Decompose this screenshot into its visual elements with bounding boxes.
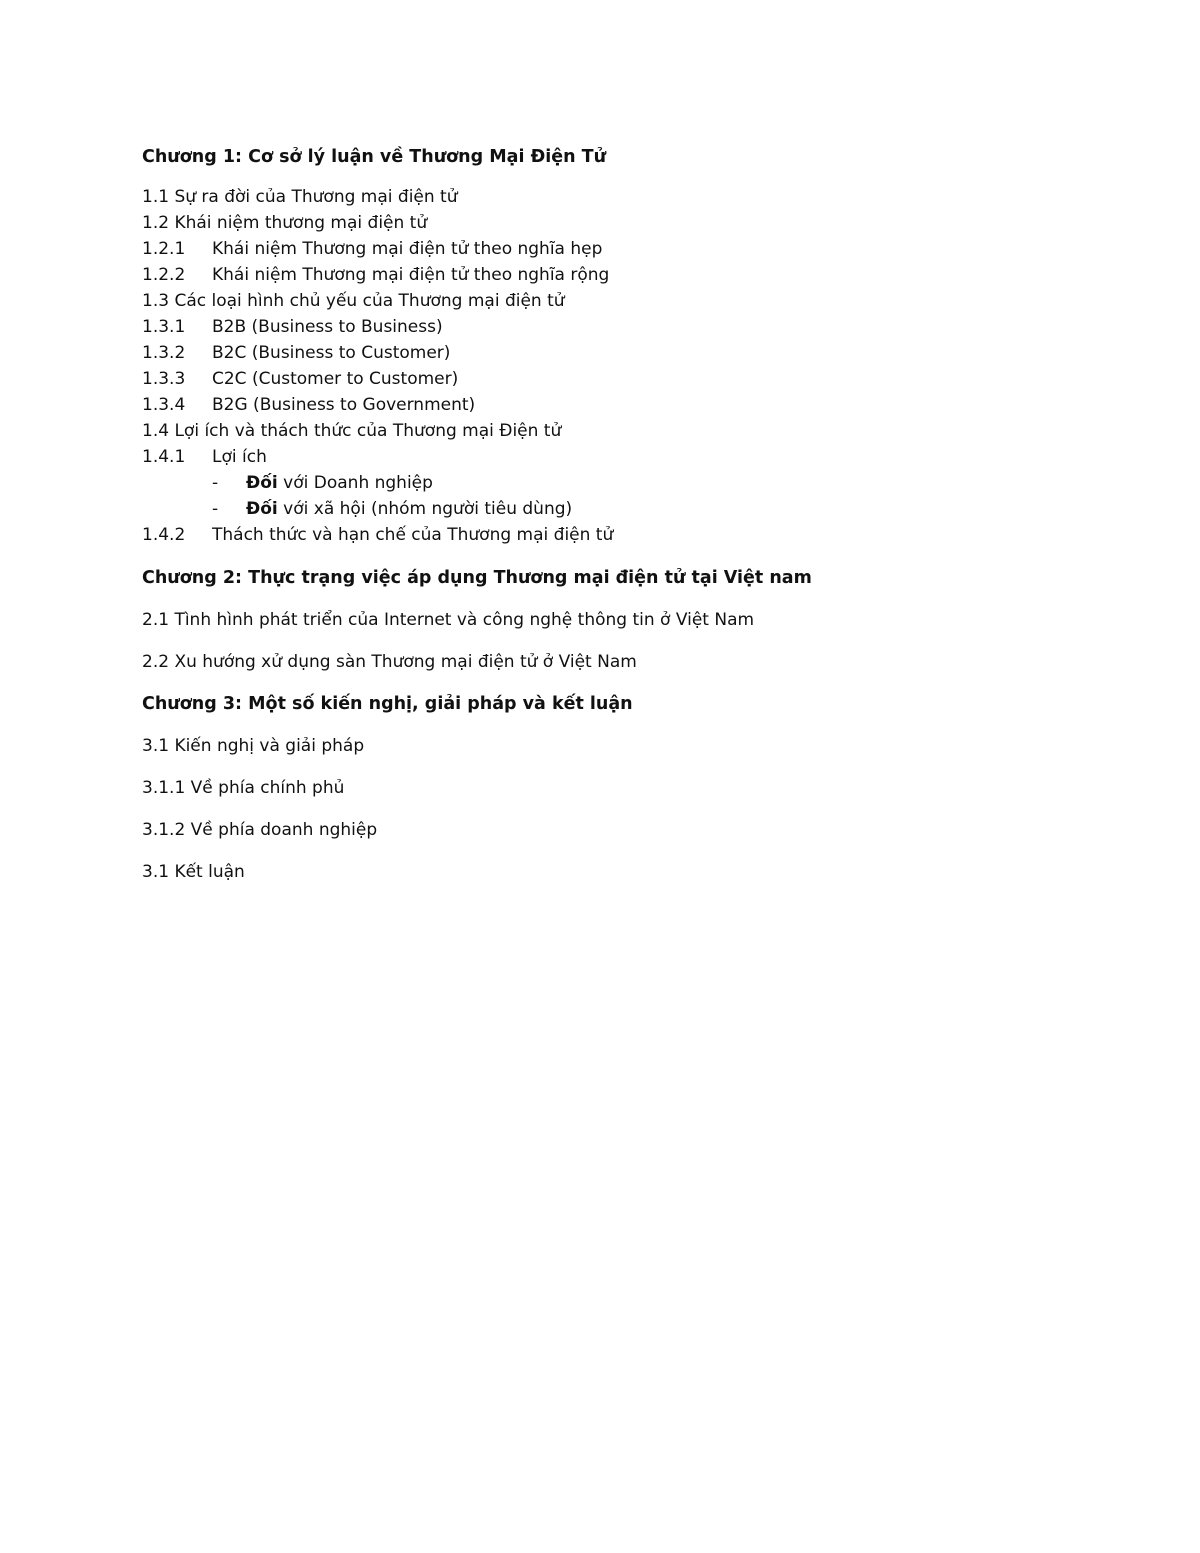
toc-item-2-1: 2.1 Tình hình phát triển của Internet và công nghệ thông tin ở Việt Nam	[142, 610, 755, 630]
toc-item-conclusion: 3.1 Kết luận	[142, 862, 245, 882]
toc-text: Sự ra đời của Thương mại điện tử	[169, 187, 458, 207]
toc-text: B2B (Business to Business)	[212, 317, 443, 337]
bullet-text: với xã hội (nhóm người tiêu dùng)	[277, 499, 573, 519]
toc-num: 1.4.1	[142, 447, 186, 467]
toc-text: B2G (Business to Government)	[212, 395, 476, 415]
toc-item-1-2-2	[142, 262, 1102, 288]
toc-text: C2C (Customer to Customer)	[212, 369, 459, 389]
bullet-dash: -	[212, 473, 219, 493]
bullet-dash: -	[212, 499, 219, 519]
toc-item-1-3-1	[142, 314, 1102, 340]
toc-text: Thách thức và hạn chế của Thương mại điện tử	[212, 525, 614, 545]
toc-num: 1.2.1	[142, 239, 186, 259]
toc-num: 1.3.2	[142, 343, 186, 363]
toc-text: Khái niệm Thương mại điện tử theo nghĩa hẹp	[212, 239, 603, 259]
toc-item-1-2-1	[142, 236, 1102, 262]
toc-num: 1.4	[142, 421, 170, 441]
document-page	[142, 144, 1102, 885]
toc-text: Khái niệm Thương mại điện tử theo nghĩa rộng	[212, 265, 610, 285]
toc-num: 1.2.2	[142, 265, 186, 285]
toc-item-3-1-2: 3.1.2 Về phía doanh nghiệp	[142, 820, 378, 840]
chapter-1-title: Chương 1: Cơ sở lý luận về Thương Mại Điện Tử	[142, 147, 607, 167]
bullet-text: với Doanh nghiệp	[277, 473, 433, 493]
toc-num: 1.2	[142, 213, 170, 233]
toc-num: 1.1	[142, 187, 170, 207]
toc-item-1-3-4	[142, 392, 1102, 418]
toc-text: Lợi ích	[212, 447, 267, 467]
toc-item-1-2	[142, 210, 1102, 236]
toc-item-1-1	[142, 184, 1102, 210]
toc-text: Lợi ích và thách thức của Thương mại Điện tử	[169, 421, 562, 441]
bullet-bold-word: Đối	[246, 473, 278, 493]
bullet-item-enterprise	[142, 470, 1102, 496]
toc-item-1-3-2	[142, 340, 1102, 366]
toc-item-2-2: 2.2 Xu hướng xử dụng sàn Thương mại điện tử ở Việt Nam	[142, 652, 637, 672]
toc-item-3-1-1: 3.1.1 Về phía chính phủ	[142, 778, 345, 798]
bullet-bold-word: Đối	[246, 499, 278, 519]
toc-num: 1.4.2	[142, 525, 186, 545]
chapter-2-title: Chương 2: Thực trạng việc áp dụng Thương mại điện tử tại Việt nam	[142, 568, 812, 588]
toc-item-1-4-2	[142, 522, 1102, 548]
toc-num: 1.3.4	[142, 395, 186, 415]
toc-text: Các loại hình chủ yếu của Thương mại điện tử	[169, 291, 565, 311]
toc-item-3-1: 3.1 Kiến nghị và giải pháp	[142, 736, 365, 756]
bullet-item-society	[142, 496, 1102, 522]
toc-item-1-3-3	[142, 366, 1102, 392]
toc-num: 1.3	[142, 291, 170, 311]
toc-item-1-4	[142, 418, 1102, 444]
chapter-3-title: Chương 3: Một số kiến nghị, giải pháp và kết luận	[142, 694, 633, 714]
toc-text: Khái niệm thương mại điện tử	[169, 213, 428, 233]
toc-num: 1.3.1	[142, 317, 186, 337]
toc-text: B2C (Business to Customer)	[212, 343, 451, 363]
toc-item-1-3	[142, 288, 1102, 314]
toc-item-1-4-1	[142, 444, 1102, 470]
toc-num: 1.3.3	[142, 369, 186, 389]
